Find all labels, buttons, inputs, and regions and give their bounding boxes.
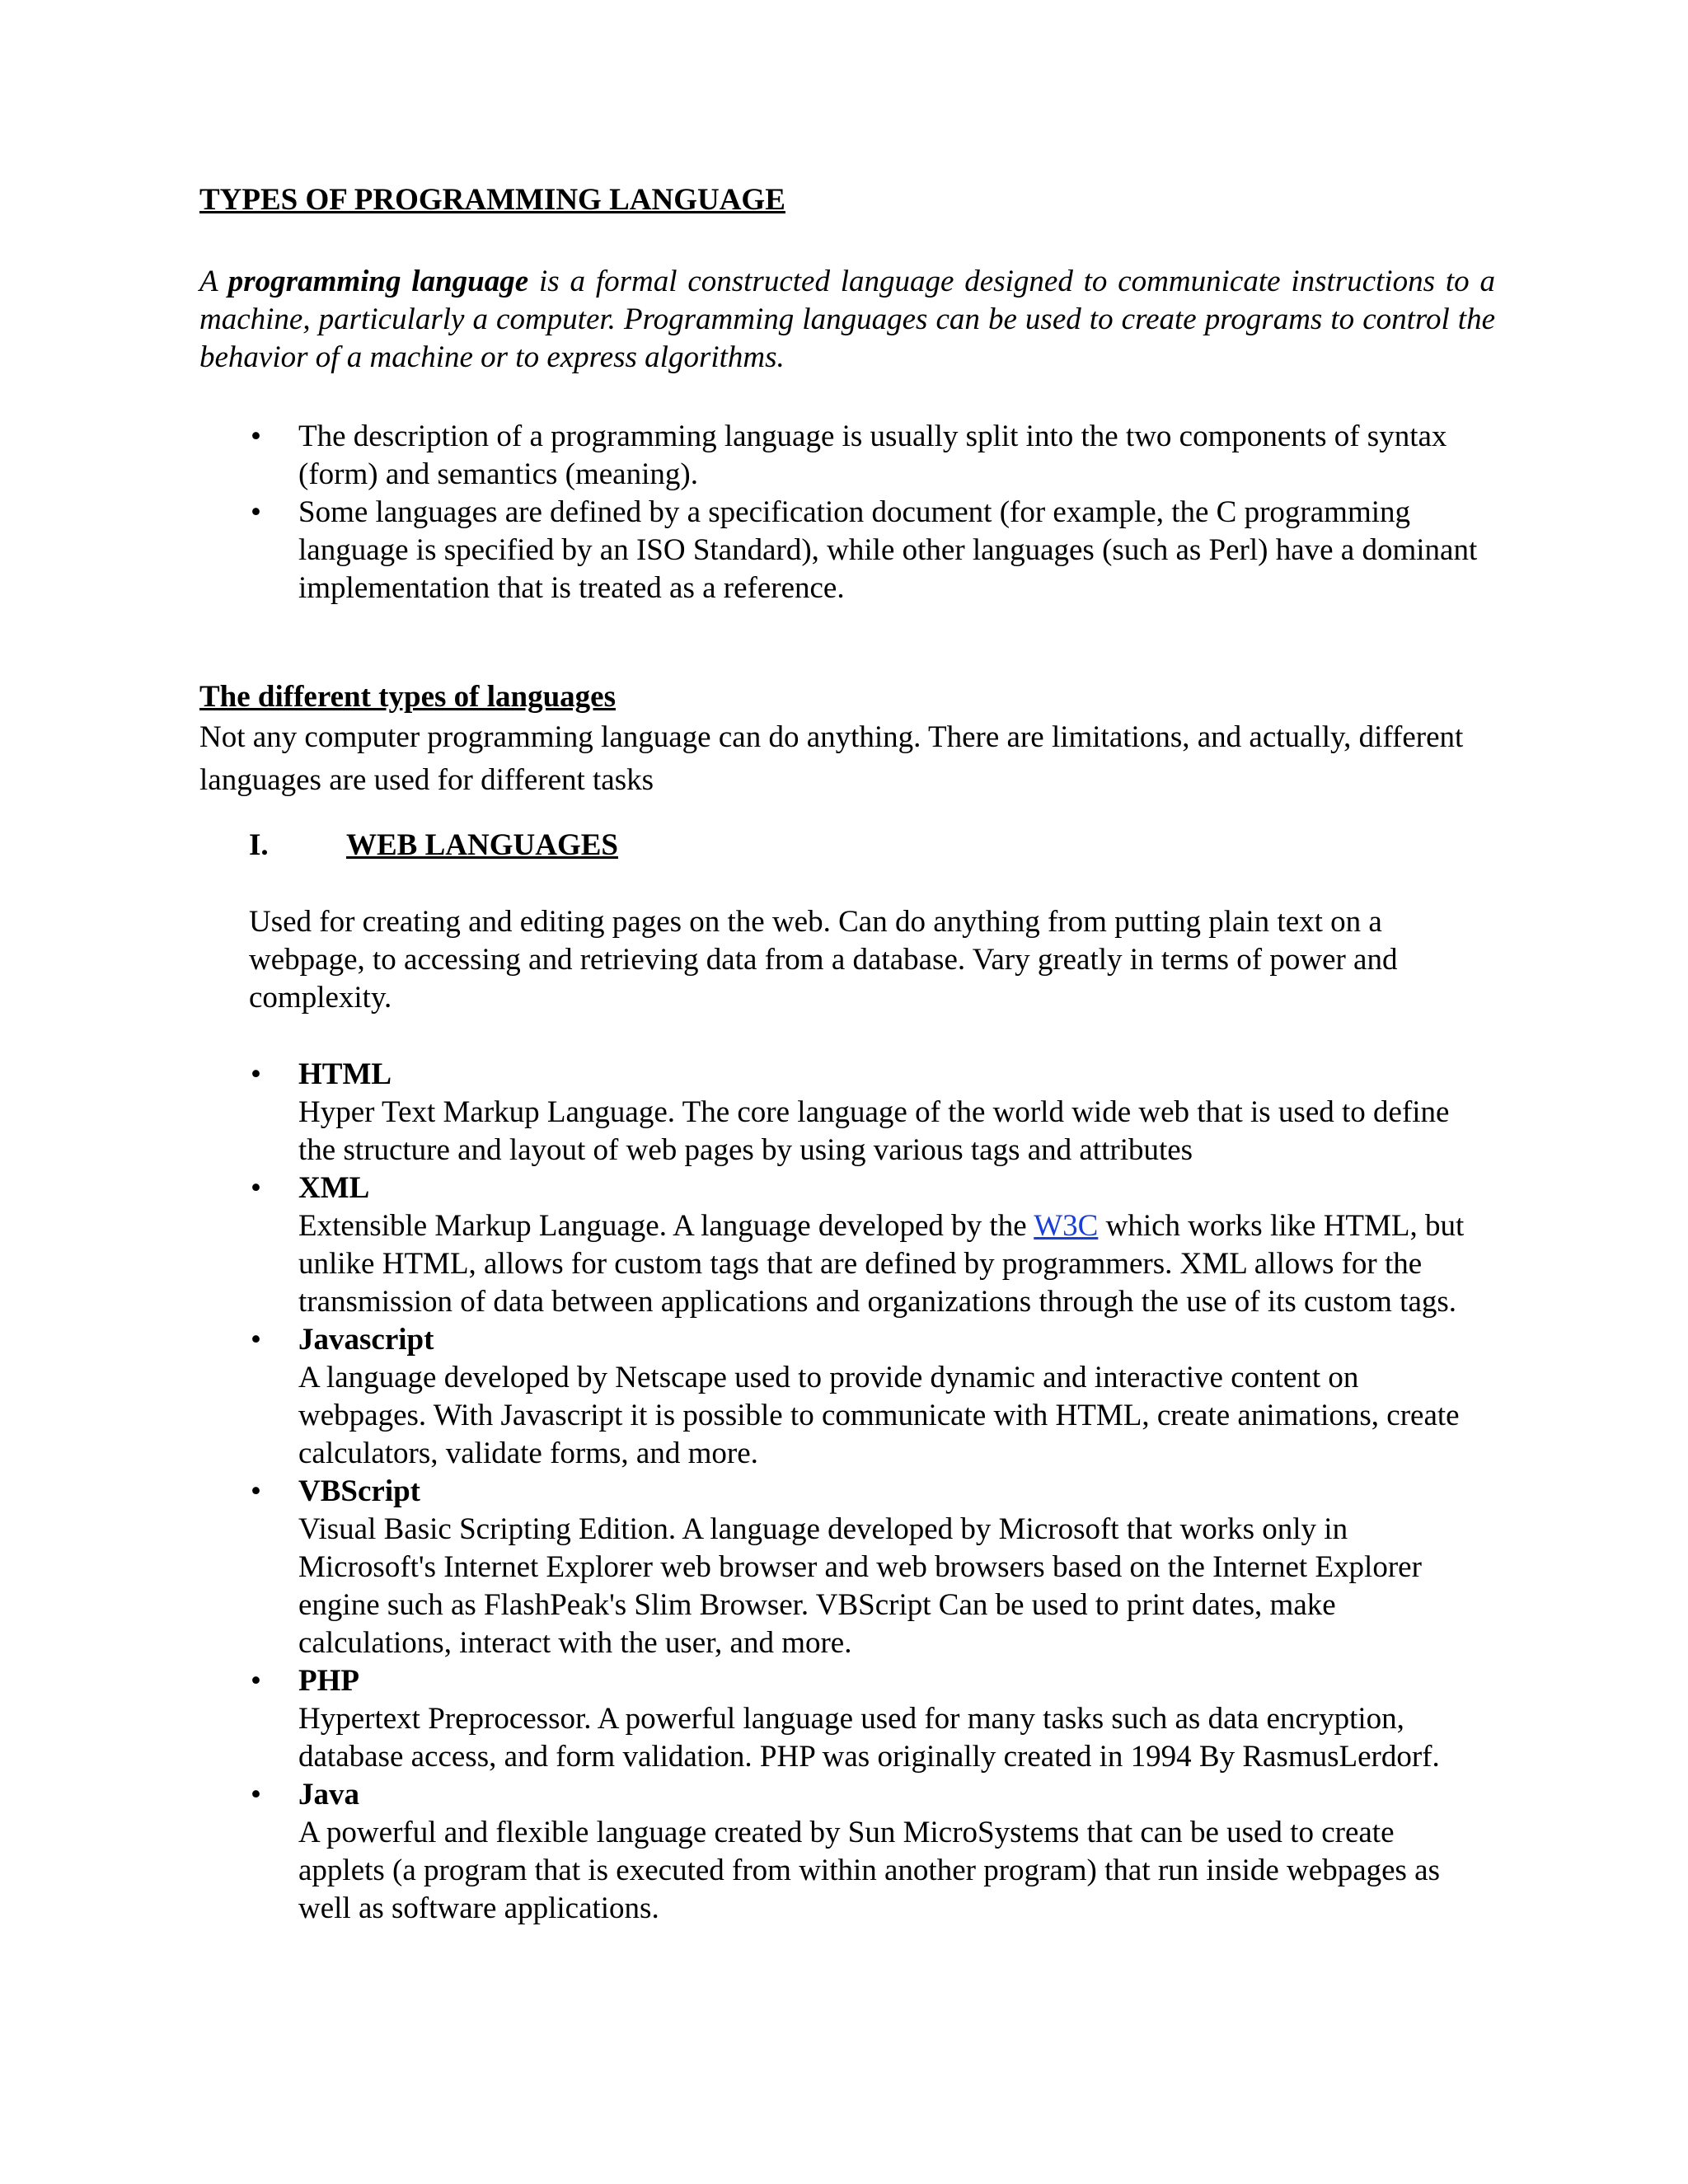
language-name: HTML <box>298 1057 392 1091</box>
language-list <box>249 1056 1485 1928</box>
list-item <box>251 1056 1485 1169</box>
web-paragraph: Used for creating and editing pages on the web. Can do anything from putting plain text on a webpage, to accessing and retrieving data from a database. Vary greatly in terms of power and complexity. <box>249 905 1398 1015</box>
language-name: Javascript <box>298 1323 434 1357</box>
bullet-icon: • <box>251 1323 261 1357</box>
list-item <box>251 1662 1485 1776</box>
language-name: VBScript <box>298 1474 420 1508</box>
intro-paragraph <box>199 263 1495 377</box>
language-name: XML <box>298 1171 370 1205</box>
bullet-icon: • <box>251 1057 261 1091</box>
language-description: Hyper Text Markup Language. The core language of the world wide web that is used to define the structure and layout of web pages by using various tags and attributes <box>298 1095 1450 1167</box>
intro-term: programming language <box>227 265 529 298</box>
desc-after-link: which works like HTML, but unlike HTML, allows for custom tags that are defined by programmers. XML allows for the transmission of data between applications and organizations through the use of its custom tags. <box>298 1209 1465 1319</box>
bullet-text: Some languages are defined by a specification document (for example, the C programming language is specified by an ISO Standard), while other languages (such as Perl) have a dominant implementation that is treated as a reference. <box>298 495 1478 605</box>
language-description <box>298 1207 1485 1321</box>
list-item <box>251 1321 1485 1473</box>
language-description: A powerful and flexible language created by Sun MicroSystems that can be used to create applets (a program that is executed from within another program) that run inside webpages as well as software applications. <box>298 1816 1441 1925</box>
bullet-icon: • <box>251 419 261 453</box>
web-section-body <box>249 903 1485 1928</box>
language-name: PHP <box>298 1664 359 1698</box>
section-number: I. <box>249 828 269 862</box>
bullet-icon: • <box>251 1778 261 1811</box>
section-title: WEB LANGUAGES <box>346 828 618 862</box>
list-item <box>251 1776 1485 1928</box>
types-paragraph: Not any computer programming language can do anything. There are limitations, and actually, different languages are used for different tasks <box>199 720 1464 797</box>
list-item <box>251 418 1495 494</box>
bullet-icon: • <box>251 1171 261 1205</box>
web-section-heading <box>249 827 1495 865</box>
bullet-text: The description of a programming language is usually split into the two components of syntax (form) and semantics (meaning). <box>298 419 1447 491</box>
language-description: A language developed by Netscape used to provide dynamic and interactive content on webpages. With Javascript it is possible to communicate with HTML, create animations, create calculators, validate forms, and more. <box>298 1361 1460 1470</box>
intro-bullet-list <box>199 418 1495 607</box>
language-name: Java <box>298 1778 359 1811</box>
language-description: Hypertext Preprocessor. A powerful language used for many tasks such as data encryption, database access, and form validation. PHP was originally created in 1994 By RasmusLerdorf. <box>298 1702 1440 1774</box>
bullet-icon: • <box>251 495 261 529</box>
document-page <box>199 181 1495 1928</box>
intro-lead: A <box>199 265 218 298</box>
desc-before-link: Extensible Markup Language. A language developed by the <box>298 1209 1027 1243</box>
bullet-icon: • <box>251 1664 261 1698</box>
list-item <box>251 494 1495 607</box>
page-title: TYPES OF PROGRAMMING LANGUAGE <box>199 183 785 217</box>
bullet-icon: • <box>251 1474 261 1508</box>
list-item <box>251 1473 1485 1662</box>
language-description: Visual Basic Scripting Edition. A language developed by Microsoft that works only in Microsoft's Internet Explorer web browser and web browsers based on the Internet Explorer engine such as FlashPeak's Slim Browser. VBScript Can be used to print dates, make calculations, interact with the user, and more. <box>298 1512 1422 1660</box>
list-item <box>251 1169 1485 1321</box>
types-heading: The different types of languages <box>199 680 616 714</box>
intro-rest: is a formal constructed language designed to communicate instructions to a machine, particularly a computer. Programming languages can be used to create programs to control the behavior of a machine or to express algorithms. <box>199 265 1496 374</box>
w3c-link[interactable]: W3C <box>1034 1209 1099 1243</box>
